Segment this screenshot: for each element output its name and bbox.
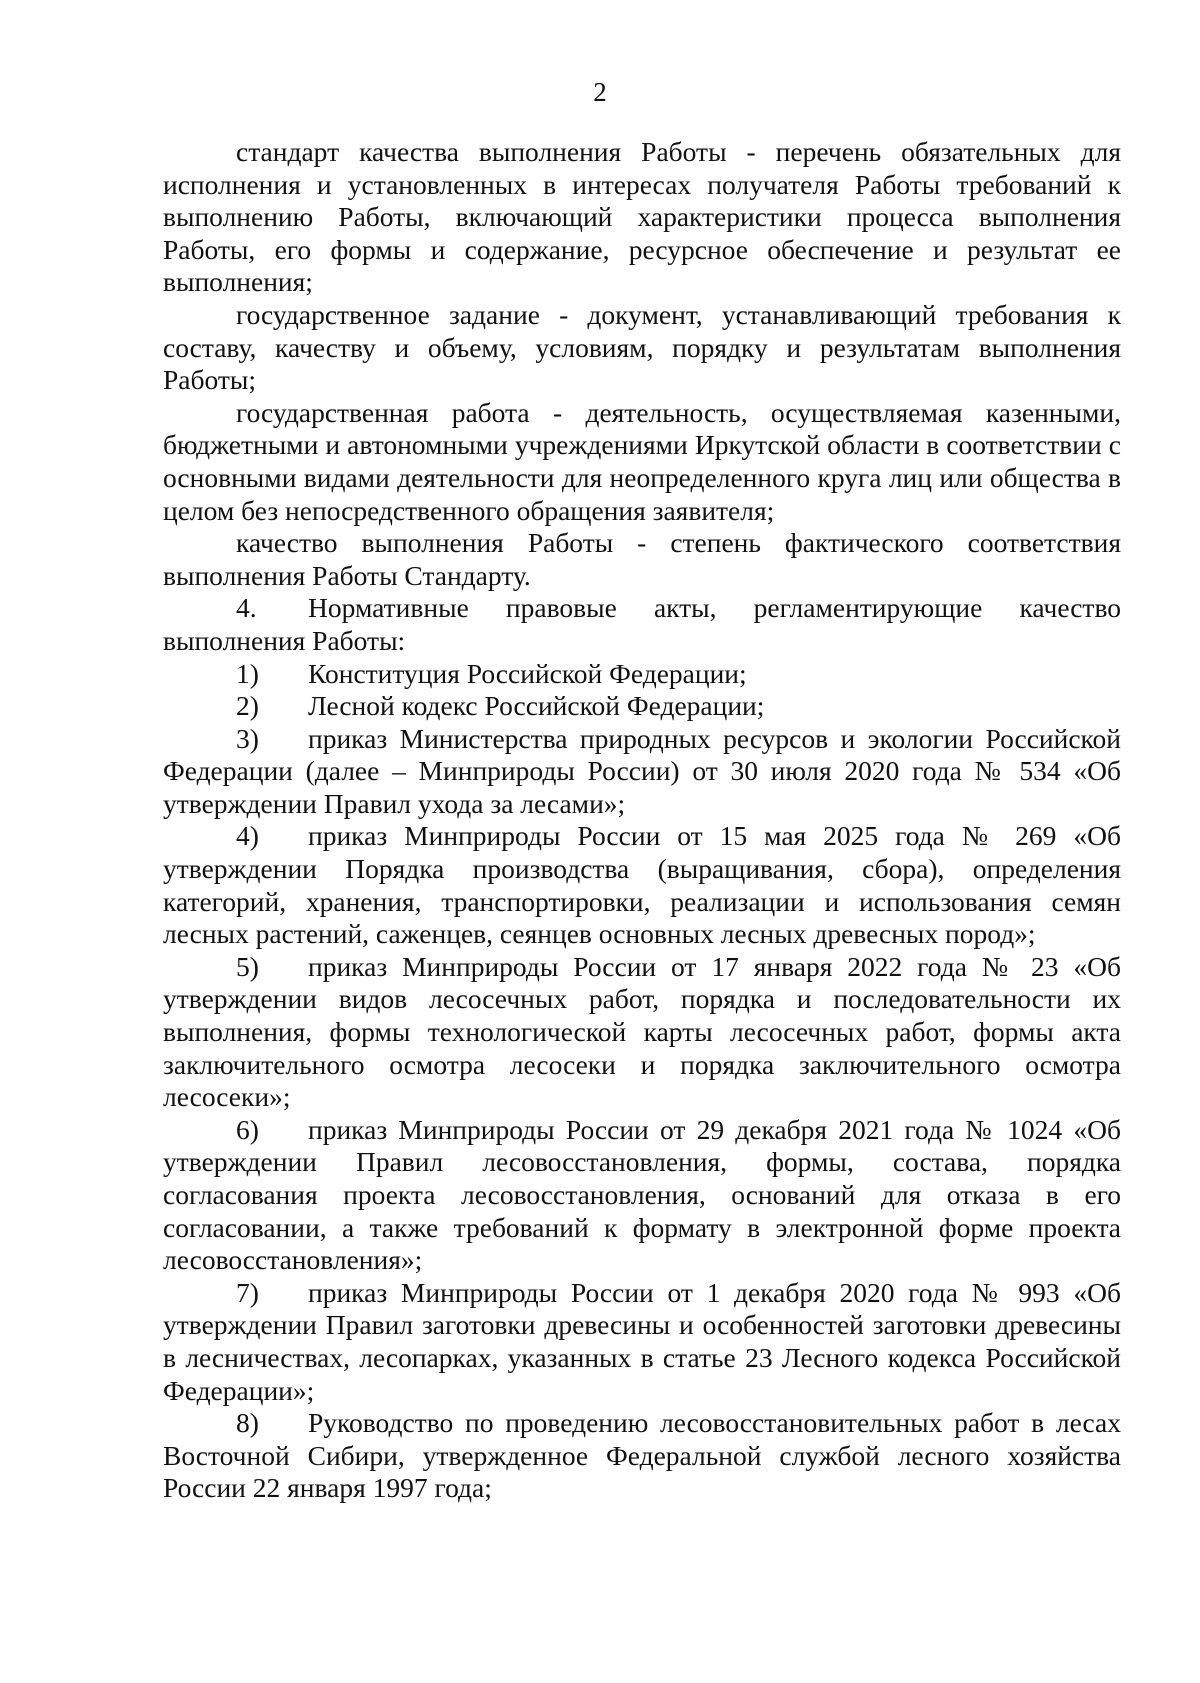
list-item-number: 8) <box>236 1407 259 1439</box>
definition-paragraph: государственное задание - документ, устанавливающий требования к составу, качеству и объему, условиям, порядку и результатам выполнения Работы; <box>163 298 1121 396</box>
list-item <box>163 1407 1121 1505</box>
list-item-text: приказ Минприроды России от 1 декабря 2020 года № 993 «Об утверждении Правил заготовки древесины и особенностей заготовки древесины в лесничествах, лесопарках, указанных в статье 23 Лесного кодекса Российской Федерации»; <box>163 1276 1121 1406</box>
list-item-text: приказ Министерства природных ресурсов и экологии Российской Федерации (далее – Минприроды России) от 30 июля 2020 года № 534 «Об утверждении Правил ухода за лесами»; <box>163 722 1121 819</box>
list-item-number: 1) <box>236 657 259 689</box>
list-item-number: 2) <box>236 690 259 722</box>
list-item-number: 4) <box>236 820 259 852</box>
list-item-text: Конституция Российской Федерации; <box>308 657 747 689</box>
list-item-number: 5) <box>236 950 259 982</box>
list-item <box>163 1277 1121 1407</box>
list-item-text: приказ Минприроды России от 17 января 2022 года № 23 «Об утверждении видов лесосечных работ, порядка и последовательности их выполнения, формы технологической карты лесосечных работ, формы акта заключительного осмотра лесосеки и порядка заключительного осмотра лесосеки»; <box>163 950 1121 1113</box>
list-item-number: 7) <box>236 1276 259 1308</box>
list-item-text: Лесной кодекс Российской Федерации; <box>308 690 765 722</box>
section-number: 4. <box>236 592 257 624</box>
definition-paragraph: государственная работа - деятельность, осуществляемая казенными, бюджетными и автономными учреждениями Иркутской области в соответствии с основными видами деятельности для неопределенного круга лиц или общества в целом без непосредственного обращения заявителя; <box>163 396 1121 526</box>
list-item <box>163 820 1121 950</box>
list-item <box>163 723 1121 821</box>
list-item-text: приказ Минприроды России от 15 мая 2025 года № 269 «Об утверждении Порядка производства (выращивания, сбора), определения категорий, хранения, транспортировки, реализации и использования семян лесных растений, саженцев, сеянцев основных лесных древесных пород»; <box>163 820 1121 950</box>
definition-paragraph: качество выполнения Работы - степень фактического соответствия выполнения Работы Стандарту. <box>163 527 1121 591</box>
section-text: Нормативные правовые акты, регламентирующие качество выполнения Работы: <box>163 592 1121 656</box>
list-item <box>163 658 1121 691</box>
list-item-number: 3) <box>236 722 259 754</box>
section-4-heading <box>163 592 1121 657</box>
list-item-text: Руководство по проведению лесовосстановительных работ в лесах Восточной Сибири, утвержденное Федеральной службой лесного хозяйства России 22 января 1997 года; <box>163 1407 1121 1504</box>
list-item <box>163 690 1121 723</box>
list-item-text: приказ Минприроды России от 29 декабря 2021 года № 1024 «Об утверждении Правил лесовосстановления, формы, состава, порядка согласования проекта лесовосстановления, оснований для отказа в его согласовании, а также требований к формату в электронной форме проекта лесовосстановления»; <box>163 1113 1121 1276</box>
definition-paragraph: стандарт качества выполнения Работы - перечень обязательных для исполнения и установленных в интересах получателя Работы требований к выполнению Работы, включающий характеристики процесса выполнения Работы, его формы и содержание, ресурсное обеспечение и результат ее выполнения; <box>163 136 1121 298</box>
page-number: 2 <box>593 77 607 107</box>
list-item <box>163 1114 1121 1277</box>
list-item-number: 6) <box>236 1113 259 1145</box>
document-body <box>163 136 1121 1505</box>
list-item <box>163 951 1121 1114</box>
